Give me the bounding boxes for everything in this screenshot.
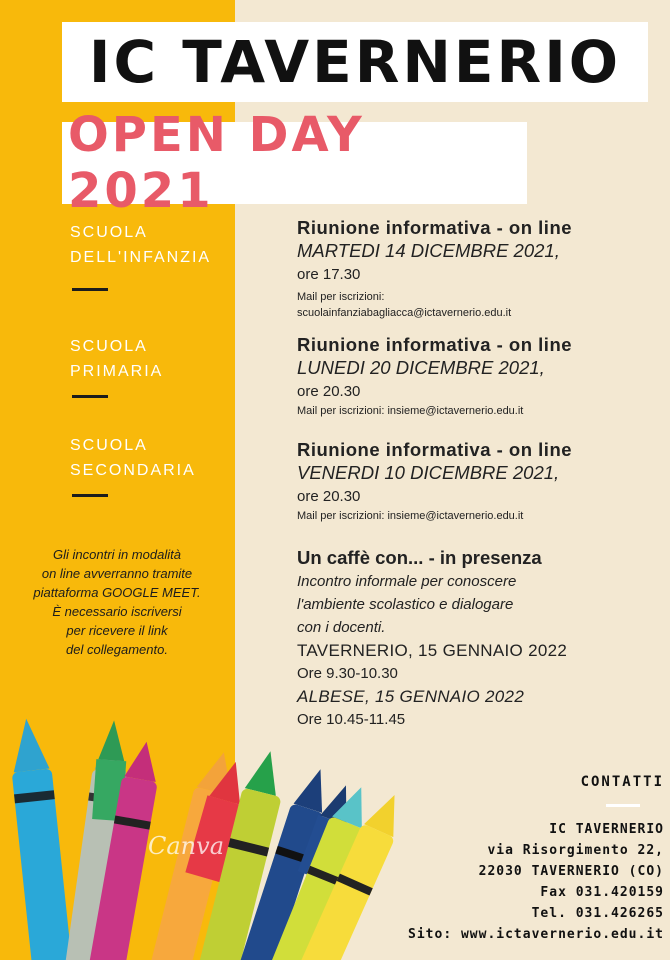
caffe-desc-line: con i docenti. xyxy=(297,619,386,636)
caffe-place: TAVERNERIO, 15 GENNAIO 2022 xyxy=(297,641,568,660)
caffe-desc-line: Incontro informale per conoscere xyxy=(297,573,517,590)
contacts-fax: Fax 031.420159 xyxy=(540,885,664,900)
caffe-heading: Un caffè con... - in presenza xyxy=(297,547,542,568)
meeting-mail-link[interactable]: scuolainfanziabagliacca@ictavernerio.edu.it xyxy=(297,307,512,319)
canva-watermark: Canva xyxy=(148,832,224,860)
meeting-date: VENERDI 10 DICEMBRE 2021, xyxy=(297,462,560,483)
caffe-time: Ore 9.30-10.30 xyxy=(297,665,398,682)
meet-note-line: del collegamento. xyxy=(66,642,168,657)
school-label-line: PRIMARIA xyxy=(70,363,164,380)
page-subtitle: OPEN DAY 2021 xyxy=(68,107,365,219)
caffe-desc-line: l'ambiente scolastico e dialogare xyxy=(297,596,514,613)
divider xyxy=(72,494,108,497)
school-label-line: SCUOLA xyxy=(70,338,148,355)
meet-note-line: È necessario iscriversi xyxy=(52,604,182,619)
meeting-mail-label: Mail per iscrizioni: xyxy=(297,291,385,303)
title-banner xyxy=(62,22,648,102)
meeting-time: ore 20.30 xyxy=(297,488,361,505)
meeting-heading: Riunione informativa - on line xyxy=(297,334,573,355)
crayon-blue xyxy=(6,717,72,960)
contacts-panel xyxy=(408,772,664,945)
meeting-date: MARTEDI 14 DICEMBRE 2021, xyxy=(297,240,560,261)
meet-note-line: per ricevere il link xyxy=(66,623,168,638)
school-label-line: SCUOLA xyxy=(70,224,148,241)
meeting-primaria xyxy=(297,333,572,419)
meeting-time: ore 17.30 xyxy=(297,266,361,283)
divider xyxy=(72,395,108,398)
meeting-infanzia xyxy=(297,216,572,321)
school-label-line: DELL'INFANZIA xyxy=(70,249,212,266)
school-label-primaria xyxy=(70,334,163,384)
meeting-heading: Riunione informativa - on line xyxy=(297,217,573,238)
meeting-secondaria xyxy=(297,438,572,524)
contacts-name: IC TAVERNERIO xyxy=(549,822,664,837)
meet-note-line: piattaforma GOOGLE MEET. xyxy=(33,585,201,600)
contacts-address: via Risorgimento 22, xyxy=(487,843,664,858)
divider xyxy=(72,288,108,291)
contacts-tel: Tel. 031.426265 xyxy=(531,906,664,921)
page-title: IC TAVERNERIO xyxy=(88,28,622,96)
meeting-heading: Riunione informativa - on line xyxy=(297,439,573,460)
meeting-mail-link[interactable]: Mail per iscrizioni: insieme@ictavernerio.edu.it xyxy=(297,405,524,417)
school-label-infanzia xyxy=(70,220,211,270)
contacts-site-link[interactable]: Sito: www.ictavernerio.edu.it xyxy=(408,927,664,942)
meeting-mail-link[interactable]: Mail per iscrizioni: insieme@ictavernerio.edu.it xyxy=(297,510,524,522)
meeting-date: LUNEDI 20 DICEMBRE 2021, xyxy=(297,357,545,378)
school-label-line: SECONDARIA xyxy=(70,462,196,479)
school-label-line: SCUOLA xyxy=(70,437,148,454)
meet-note-line: Gli incontri in modalità xyxy=(53,547,181,562)
subtitle-banner xyxy=(62,107,527,219)
contacts-address: 22030 TAVERNERIO (CO) xyxy=(478,864,664,879)
contacts-heading: CONTATTI xyxy=(580,774,664,790)
caffe-place: ALBESE, 15 GENNAIO 2022 xyxy=(297,687,525,706)
meet-note xyxy=(8,545,226,659)
meet-note-line: on line avverranno tramite xyxy=(41,566,193,581)
school-label-secondaria xyxy=(70,433,196,483)
meeting-time: ore 20.30 xyxy=(297,383,361,400)
crayons-illustration xyxy=(0,700,400,960)
contacts-divider xyxy=(606,804,640,807)
caffe-time: Ore 10.45-11.45 xyxy=(297,711,406,728)
